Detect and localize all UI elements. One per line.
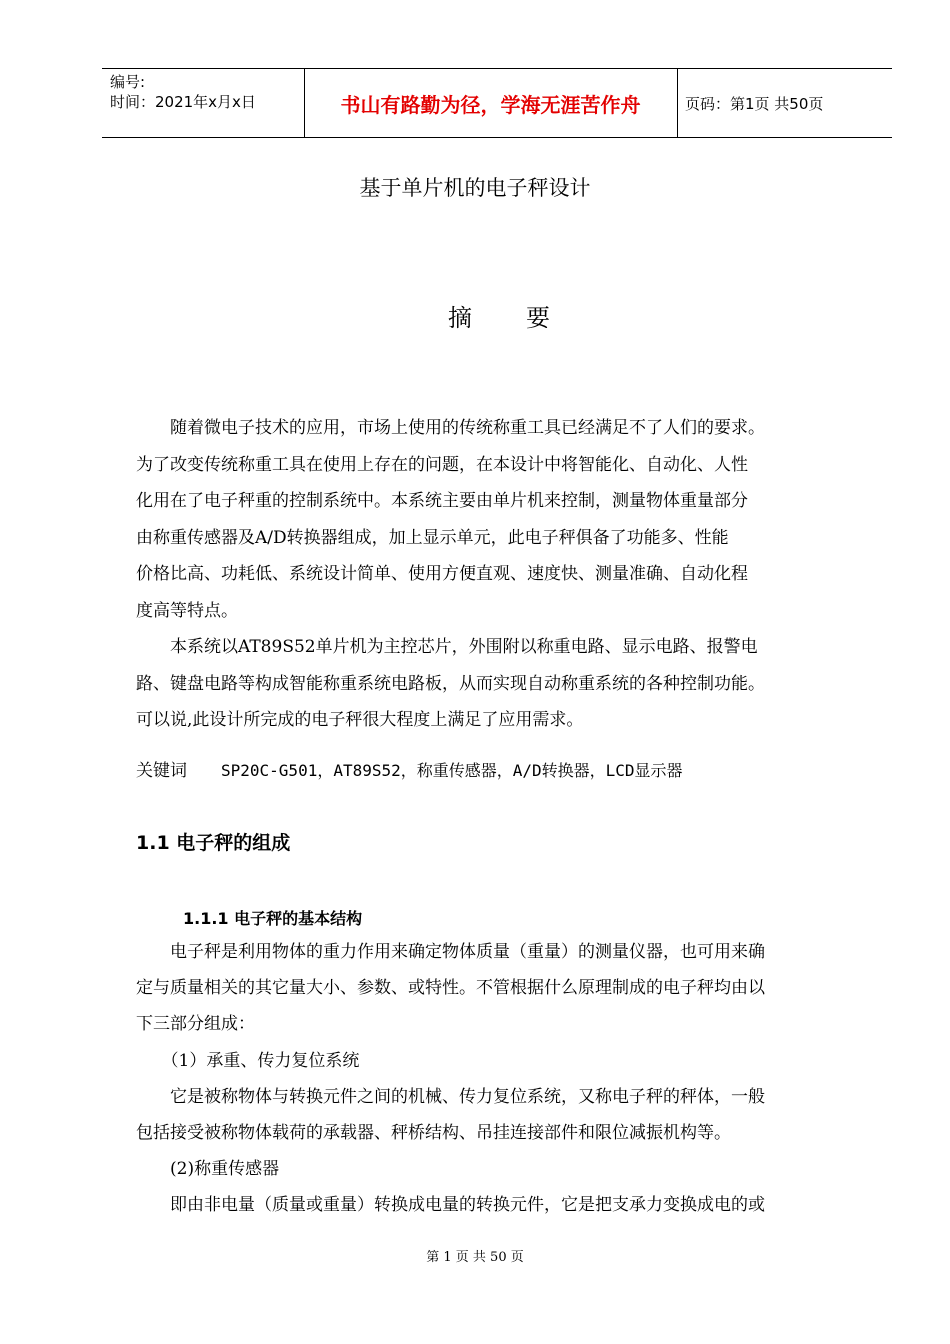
header-divider [677,69,678,137]
page-footer: 第 1 页 共 50 页 [426,1250,524,1265]
abstract-line: 化用在了电子秤重的控制系统中。本系统主要由单片机来控制，测量物体重量部分 [136,491,748,511]
keywords [136,756,683,781]
abstract-line: 可以说,此设计所完成的电子秤很大程度上满足了应用需求。 [136,710,584,730]
body-line: （1）承重、传力复位系统 [136,1050,360,1071]
body-text [136,934,861,1224]
body-line: (2)称重传感器 [136,1159,280,1180]
body-line: 电子秤是利用物体的重力作用来确定物体质量（重量）的测量仪器，也可用来确 [136,942,765,962]
document-title: 基于单片机的电子秤设计 [359,176,591,200]
abstract-text [136,410,856,739]
abstract-line: 路、键盘电路等构成智能称重系统电路板，从而实现自动称重系统的各种控制功能。 [136,673,765,694]
abstract-line: 由称重传感器及A/D转换器组成，加上显示单元，此电子秤俱备了功能多、性能 [136,527,729,548]
keywords-text: SP20C-G501，AT89S52，称重传感器，A/D转换器，LCD显示器 [221,761,683,780]
header-motto: 书山有路勤为径，学海无涯苦作舟 [340,92,641,117]
body-line: 定与质量相关的其它量大小、参数、或特性。不管根据什么原理制成的电子秤均由以 [136,978,765,999]
body-line: 它是被称物体与转换元件之间的机械、传力复位系统，又称电子秤的秤体，一般 [136,1086,765,1107]
header-meta [110,72,256,112]
keywords-label: 关键词 [136,761,187,781]
section-heading: 1.1 电子秤的组成 [136,832,291,854]
abstract-heading [448,298,550,333]
body-line: 下三部分组成： [136,1014,255,1035]
abstract-line: 本系统以AT89S52单片机为主控芯片，外围附以称重电路、显示电路、报警电 [136,637,758,657]
abstract-line: 随着微电子技术的应用，市场上使用的传统称重工具已经满足不了人们的要求。 [136,418,765,438]
abstract-line: 为了改变传统称重工具在使用上存在的问题，在本设计中将智能化、自动化、人性 [136,454,748,475]
body-line: 即由非电量（质量或重量）转换成电量的转换元件，它是把支承力变换成电的或 [136,1195,765,1216]
subsection-heading: 1.1.1 电子秤的基本结构 [183,909,363,928]
header-table [102,68,892,138]
abstract-line: 度高等特点。 [136,600,238,621]
body-line: 包括接受被称物体载荷的承载器、秤桥结构、吊挂连接部件和限位减振机构等。 [136,1122,731,1143]
abstract-line: 价格比高、功耗低、系统设计简单、使用方便直观、速度快、测量准确、自动化程 [136,564,748,584]
abstract-heading-char: 要 [526,304,550,332]
time-label: 时间：2021年x月x日 [110,93,256,111]
abstract-heading-char: 摘 [448,304,472,332]
number-label: 编号: [110,73,146,91]
header-page-info: 页码：第1页 共50页 [685,94,824,113]
